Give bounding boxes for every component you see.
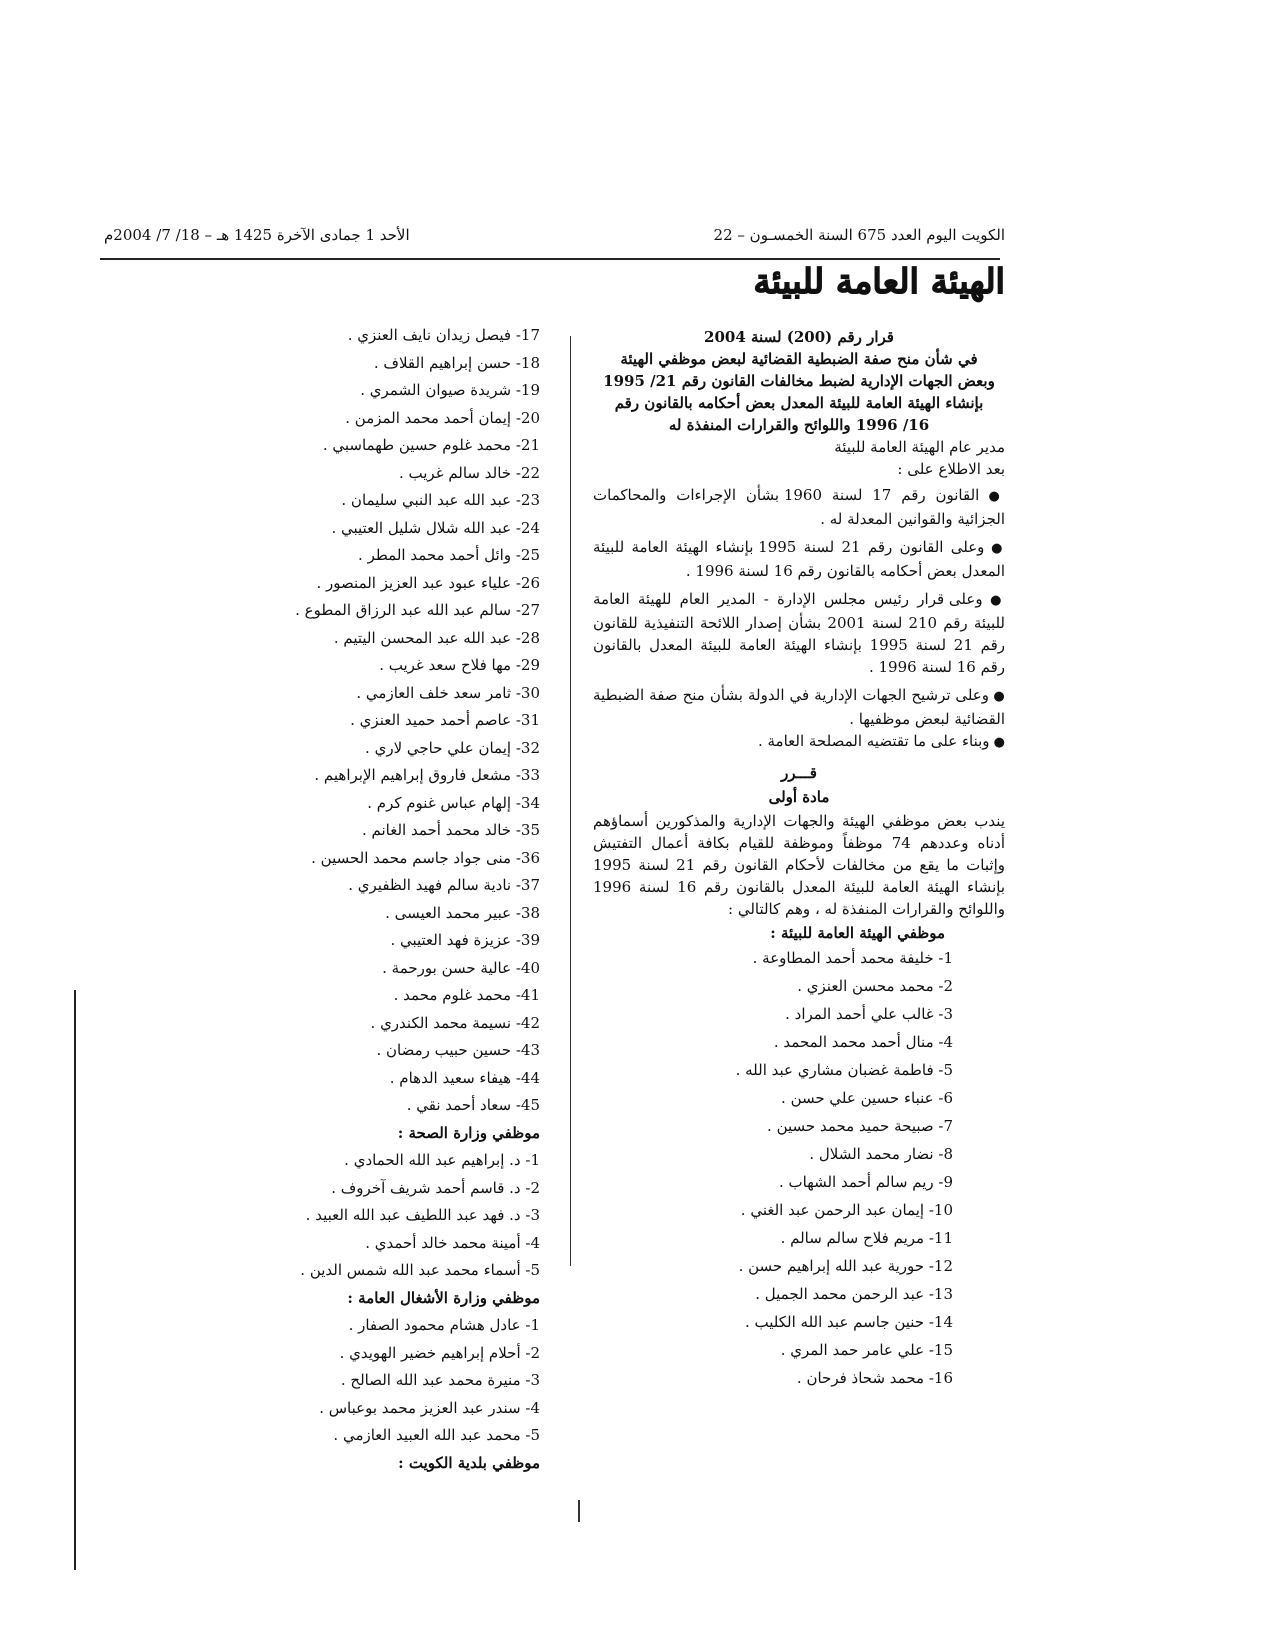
list-item: 37- نادية سالم فهيد الظفيري .: [348, 876, 540, 894]
decree-title-line: وبعض الجهات الإدارية لضبط مخالفات القانون رقم 21/ 1995: [603, 372, 995, 390]
list-item: 23- عبد الله عبد النبي سليمان .: [341, 491, 540, 509]
public-works-heading: موظفي وزارة الأشغال العامة :: [347, 1288, 540, 1307]
right-column: [593, 326, 1005, 1392]
list-item: 34- إلهام عباس غنوم كرم .: [367, 793, 540, 812]
preamble-item: ● القانون رقم 17 لسنة 1960 بشأن الإجراءات والمحاكمات الجزائية والقوانين المعدلة له .: [593, 484, 1005, 530]
decided-heading: قـــرر: [781, 764, 817, 782]
list-item: 35- خالد محمد أحمد الغانم .: [361, 821, 540, 839]
column-divider: [570, 336, 571, 1266]
list-item: 20- إيمان أحمد محمد المزمن .: [345, 408, 540, 427]
list-item: 16- محمد شحاذ فرحان .: [796, 1369, 953, 1387]
article-one-heading: مادة أولى: [768, 788, 830, 806]
list-item: 31- عاصم أحمد حميد العنزي .: [350, 711, 540, 729]
list-item: 45- سعاد أحمد نقي .: [406, 1096, 540, 1114]
list-item: 1- د. إبراهيم عبد الله الحمادي .: [344, 1151, 540, 1169]
list-item: 42- نسيمة محمد الكندري .: [370, 1013, 540, 1032]
list-item: 4- أمينة محمد خالد أحمدي .: [365, 1233, 540, 1252]
preamble-item: ● وعلى القانون رقم 21 لسنة 1995 بإنشاء الهيئة العامة للبيئة المعدل بعض أحكامه بالقانون رقم 16 لسنة 1996 .: [593, 536, 1005, 582]
list-item: 15- علي عامر حمد المري .: [780, 1341, 953, 1359]
preamble-item: ● وعلى قرار رئيس مجلس الإدارة - المدير العام للهيئة العامة للبيئة رقم 210 لسنة 2001 بشأن إصدار اللائحة التنفيذية للقانون رقم 21 لسنة 1995 بإنشاء الهيئة العامة للبيئة المعدل بالقانون رقم 16 لسنة 1996 .: [593, 588, 1005, 678]
list-item: 39- عزيزة فهد العتيبي .: [390, 931, 540, 949]
list-item: 30- ثامر سعد خلف العازمي .: [356, 683, 540, 702]
authority-masthead: الهيئة العامة للبيئة: [753, 262, 1005, 302]
list-item: 5- محمد عبد الله العبيد العازمي .: [333, 1426, 540, 1444]
decree-number: قرار رقم (200) لسنة 2004: [704, 328, 894, 346]
list-item: 14- حنين جاسم عبد الله الكليب .: [744, 1313, 953, 1331]
list-item: 4- منال أحمد محمد المحمد .: [773, 1033, 953, 1051]
list-item: 22- خالد سالم غريب .: [398, 463, 540, 482]
list-item: 12- حورية عبد الله إبراهيم حسن .: [738, 1257, 953, 1275]
list-item: 43- حسين حبيب رمضان .: [376, 1041, 540, 1059]
list-item: 33- مشعل فاروق إبراهيم الإبراهيم .: [314, 766, 540, 784]
decree-title-line: 16/ 1996 واللوائح والقرارات المنفذة له: [668, 416, 930, 434]
health-list: [200, 1147, 540, 1285]
health-heading: موظفي وزارة الصحة :: [397, 1123, 540, 1142]
list-item: 5- فاطمة غضبان مشاري عبد الله .: [735, 1061, 953, 1079]
scan-edge: [74, 990, 76, 1570]
decree-title-line: في شأن منح صفة الضبطية القضائية لبعض موظفي الهيئة: [620, 350, 978, 368]
list-item: 28- عبد الله عبد المحسن اليتيم .: [333, 628, 540, 647]
list-item: 25- وائل أحمد محمد المطر .: [358, 546, 540, 564]
list-item: 32- إيمان علي حاجي لاري .: [365, 738, 540, 757]
list-item: 3- منيرة محمد عبد الله الصالح .: [340, 1371, 540, 1389]
column-tick: [578, 1500, 580, 1522]
list-item: 11- مريم فلاح سالم سالم .: [780, 1229, 953, 1247]
env-authority-list-b: [200, 322, 540, 1120]
decree-title: [593, 326, 1005, 436]
list-item: 9- ريم سالم أحمد الشهاب .: [778, 1173, 953, 1191]
municipality-heading: موظفي بلدية الكويت :: [398, 1453, 540, 1472]
list-item: 5- أسماء محمد عبد الله شمس الدين .: [300, 1261, 540, 1279]
list-item: 24- عبد الله شلال شليل العتيبي .: [331, 518, 540, 537]
decree-issuer: مدير عام الهيئة العامة للبيئة: [834, 438, 1005, 456]
list-item: 21- محمد غلوم حسين طهماسبي .: [322, 436, 540, 454]
list-item: 4- سندر عبد العزيز محمد بوعباس .: [319, 1398, 540, 1417]
list-item: 3- غالب علي أحمد المراد .: [785, 1005, 953, 1023]
preamble-item: ● وعلى ترشيح الجهات الإدارية في الدولة بشأن منح صفة الضبطية القضائية لبعض موظفيها .: [593, 684, 1005, 730]
list-item: 26- علياء عبود عبد العزيز المنصور .: [316, 573, 540, 592]
env-authority-heading: موظفي الهيئة العامة للبيئة :: [770, 924, 945, 942]
preamble-item: ● وبناء على ما تقتضيه المصلحة العامة .: [593, 730, 1005, 754]
list-item: 17- فيصل زيدان نايف العنزي .: [347, 326, 540, 344]
list-item: 27- سالم عبد الله عبد الرزاق المطوع .: [295, 601, 540, 619]
list-item: 36- منى جواد جاسم محمد الحسين .: [311, 848, 540, 867]
list-item: 1- خليفة محمد أحمد المطاوعة .: [752, 949, 953, 967]
list-item: 41- محمد غلوم محمد .: [393, 986, 540, 1004]
list-item: 40- عالية حسن بورحمة .: [382, 958, 540, 977]
list-item: 13- عبد الرحمن محمد الجميل .: [755, 1285, 953, 1303]
list-item: 19- شريدة صيوان الشمري .: [360, 381, 540, 399]
list-item: 2- أحلام إبراهيم خضير الهويدي .: [339, 1343, 540, 1362]
header-date: الأحد 1 جمادى الآخرة 1425 هـ – 18/ 7/ 2004م: [104, 226, 410, 244]
list-item: 18- حسن إبراهيم القلاف .: [373, 353, 540, 372]
public-works-list: [200, 1312, 540, 1450]
env-authority-list-a: [593, 944, 1005, 1392]
list-item: 10- إيمان عبد الرحمن عبد الغني .: [740, 1201, 953, 1219]
left-column: [200, 322, 540, 1477]
list-item: 29- مها فلاح سعد غريب .: [379, 656, 540, 674]
list-item: 1- عادل هشام محمود الصفار .: [348, 1316, 540, 1334]
list-item: 8- نضار محمد الشلال .: [809, 1145, 953, 1163]
article-one-text: يندب بعض موظفي الهيئة والجهات الإدارية والمذكورين أسماؤهم أدناه وعددهم 74 موظفاً وموظفة للقيام بكافة أعمال التفتيش وإثبات ما يقع من مخالفات لأحكام القانون رقم 21 لسنة 1995 بإنشاء الهيئة العامة للبيئة المعدل بالقانون رقم 16 لسنة 1996 واللوائح والقرارات المنفذة له ، وهم كالتالي :: [593, 812, 1005, 918]
header-issue-info: الكويت اليوم العدد 675 السنة الخمسـون – 22: [713, 226, 1005, 244]
list-item: 3- د. فهد عبد اللطيف عبد الله العبيد .: [305, 1206, 540, 1224]
list-item: 2- محمد محسن العنزي .: [797, 977, 953, 995]
after-review: بعد الاطلاع على :: [897, 460, 1005, 478]
list-item: 6- عنباء حسين علي حسن .: [781, 1089, 953, 1107]
list-item: 7- صبيحة حميد محمد حسين .: [767, 1117, 953, 1135]
list-item: 2- د. قاسم أحمد شريف آخروف .: [331, 1178, 540, 1197]
decree-title-line: بإنشاء الهيئة العامة للبيئة المعدل بعض أحكامه بالقانون رقم: [614, 394, 984, 412]
list-item: 44- هيفاء سعيد الدهام .: [389, 1068, 540, 1087]
list-item: 38- عبير محمد العيسى .: [385, 903, 540, 922]
header-rule: [100, 258, 1000, 260]
